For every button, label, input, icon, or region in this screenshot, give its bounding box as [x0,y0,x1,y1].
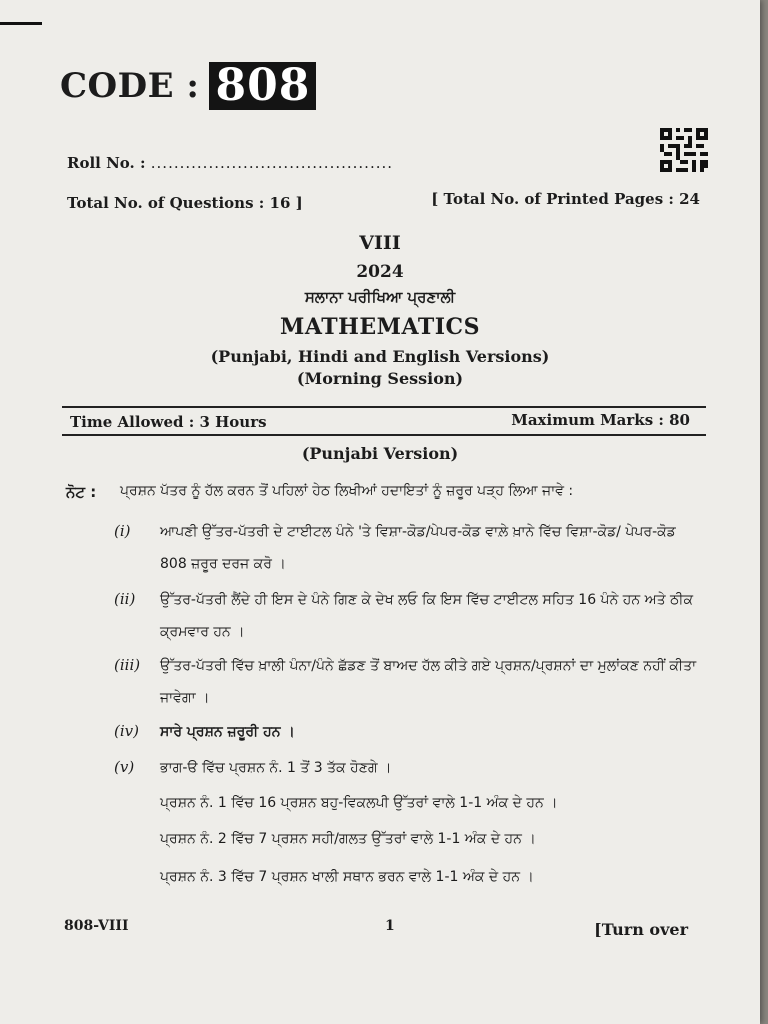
divider-bottom [62,434,706,436]
note-label: ਨੋਟ : [66,483,97,501]
roll-number-field [67,154,393,172]
item-number: (iii) [114,656,141,674]
code-label: CODE : [60,66,200,106]
item-number: (ii) [114,590,136,608]
item-text: ਭਾਗ-ੳ ਵਿੱਚ ਪ੍ਰਸ਼ਨ ਨੰ. 1 ਤੋਂ 3 ਤੱਕ ਹੋਣਗੇ । [160,760,392,776]
session-line: (Morning Session) [296,369,464,388]
divider-top [62,406,706,408]
exam-system-heading: ਸਲਾਨਾ ਪਰੀਖਿਆ ਪ੍ਰਣਾਲੀ [304,288,456,306]
sub-instruction: ਪ੍ਰਸ਼ਨ ਨੰ. 1 ਵਿੱਚ 16 ਪ੍ਰਸ਼ਨ ਬਹੁ-ਵਿਕਲਪੀ ਉੱਤਰਾਂ ਵਾਲੇ 1-1 ਅੰਕ ਦੇ ਹਨ । [160,795,558,811]
item-number: (iv) [114,722,139,740]
sub-instruction: ਪ੍ਰਸ਼ਨ ਨੰ. 2 ਵਿੱਚ 7 ਪ੍ਰਸ਼ਨ ਸਹੀ/ਗਲਤ ਉੱਤਰਾਂ ਵਾਲੇ 1-1 ਅੰਕ ਦੇ ਹਨ । [160,831,536,847]
page-number: 1 [385,918,395,934]
top-dash-mark [0,22,42,25]
item-text: ਉੱਤਰ-ਪੱਤਰੀ ਲੈਂਦੇ ਹੀ ਇਸ ਦੇ ਪੰਨੇ ਗਿਣ ਕੇ ਦੇਖ ਲਓ ਕਿ ਇਸ ਵਿੱਚ ਟਾਈਟਲ ਸਹਿਤ 16 ਪੰਨੇ ਹਨ ਅਤੇ ਠੀਕ ਕ੍ਰਮਵਾਰ ਹਨ । [160,592,693,640]
item-text: ਉੱਤਰ-ਪੱਤਰੀ ਵਿੱਚ ਖ਼ਾਲੀ ਪੰਨਾ/ਪੰਨੇ ਛੱਡਣ ਤੋਂ ਬਾਅਦ ਹੱਲ ਕੀਤੇ ਗਏ ਪ੍ਰਸ਼ਨ/ਪ੍ਰਸ਼ਨਾਂ ਦਾ ਮੁਲਾਂਕਣ ਨਹੀਂ ਕੀਤਾ ਜਾਵੇਗਾ । [160,658,697,706]
item-number: (v) [114,758,135,776]
maximum-marks: Maximum Marks : 80 [511,411,690,429]
item-number: (i) [114,522,131,540]
turn-over-label: [Turn over [594,920,688,939]
code-value-box: 808 [209,62,316,110]
sub-instruction: ਪ੍ਰਸ਼ਨ ਨੰ. 3 ਵਿੱਚ 7 ਪ੍ਰਸ਼ਨ ਖਾਲੀ ਸਥਾਨ ਭਰਨ ਵਾਲੇ 1-1 ਅੰਕ ਦੇ ਹਨ । [160,869,534,885]
code-row [60,62,316,110]
roll-dots: .......................................... [150,154,394,172]
class-heading: VIII [359,232,401,254]
versions-line: (Punjabi, Hindi and English Versions) [210,347,550,366]
roll-label: Roll No. : [67,154,146,172]
footer-code: 808-VIII [64,918,129,934]
qr-code-icon [660,128,708,172]
total-pages: [ Total No. of Printed Pages : 24 [431,190,700,208]
total-questions: Total No. of Questions : 16 ] [67,194,303,212]
item-text: ਸਾਰੇ ਪ੍ਰਸ਼ਨ ਜ਼ਰੂਰੀ ਹਨ । [160,724,295,740]
version-heading: (Punjabi Version) [301,444,459,463]
item-text: ਆਪਣੀ ਉੱਤਰ-ਪੱਤਰੀ ਦੇ ਟਾਈਟਲ ਪੰਨੇ 'ਤੇ ਵਿਸ਼ਾ-ਕੋਡ/ਪੇਪਰ-ਕੋਡ ਵਾਲ਼ੇ ਖ਼ਾਨੇ ਵਿੱਚ ਵਿਸ਼ਾ-ਕੋਡ/ ਪੇਪਰ-ਕੋਡ 808 ਜ਼ਰੂਰ ਦਰਜ ਕਰੋ । [160,524,676,572]
note-text: ਪ੍ਰਸ਼ਨ ਪੱਤਰ ਨੂੰ ਹੱਲ ਕਰਨ ਤੋਂ ਪਹਿਲਾਂ ਹੇਠ ਲਿਖੀਆਂ ਹਦਾਇਤਾਂ ਨੂੰ ਜ਼ਰੂਰ ਪੜ੍ਹ ਲਿਆ ਜਾਵੇ : [120,483,574,499]
year-heading: 2024 [356,262,404,282]
subject-title: MATHEMATICS [280,314,480,340]
time-allowed: Time Allowed : 3 Hours [70,413,267,431]
